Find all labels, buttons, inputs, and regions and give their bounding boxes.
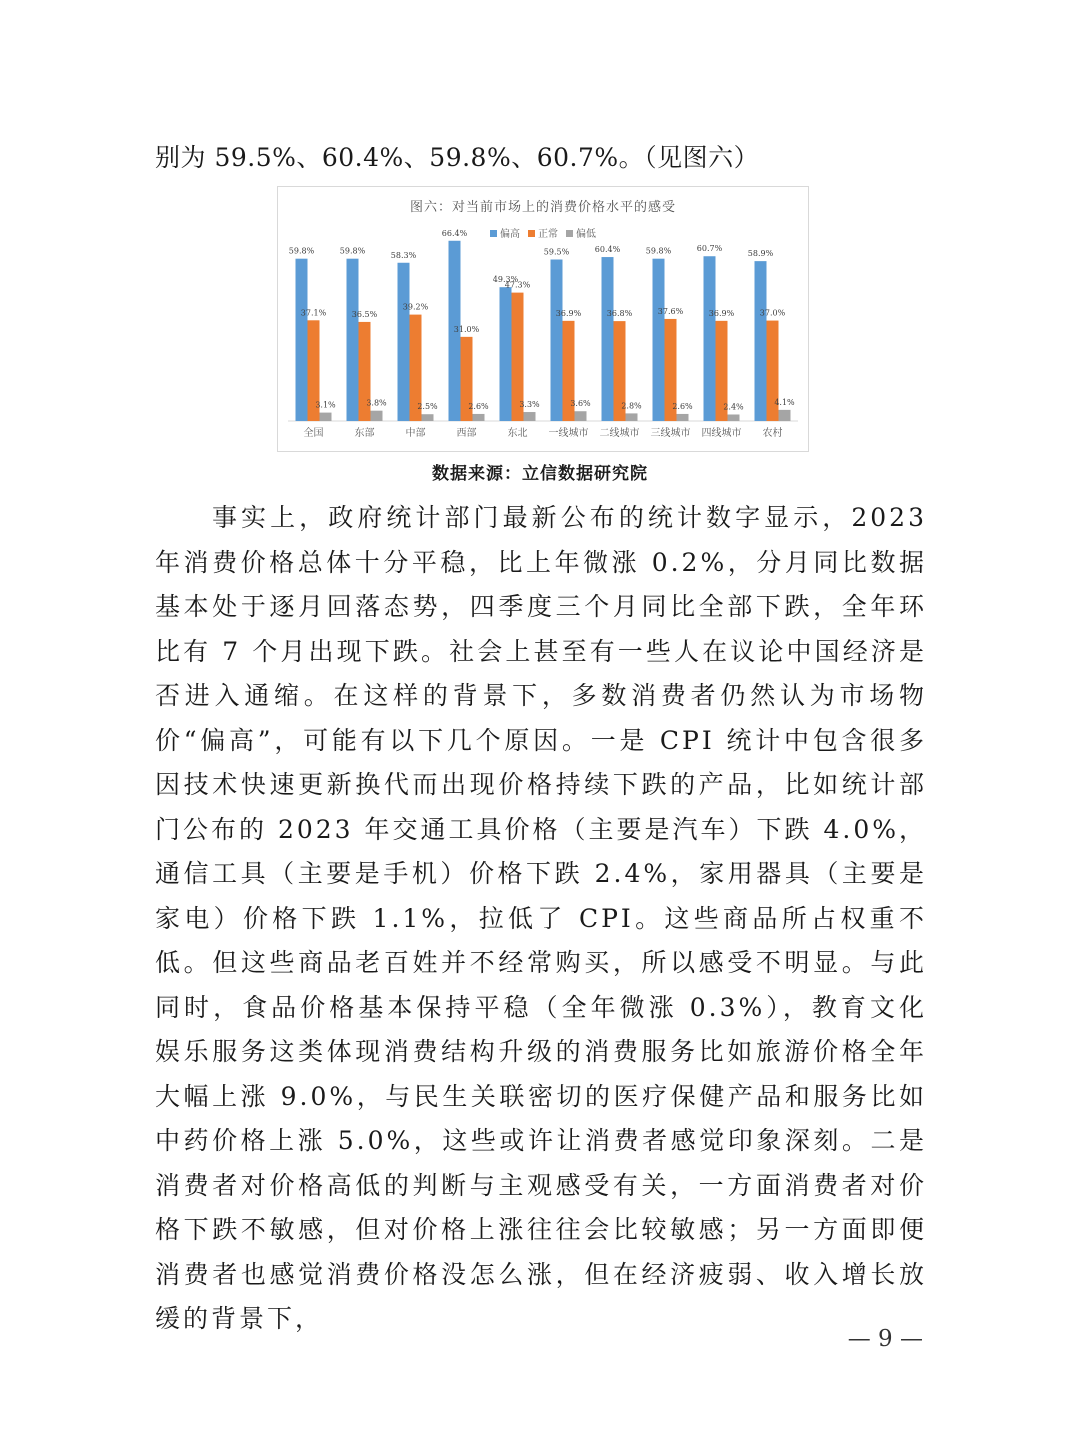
bar: [422, 414, 434, 421]
data-label: 36.8%: [606, 309, 633, 319]
data-label: 2.6%: [672, 401, 693, 411]
legend-label: 偏高: [500, 229, 520, 240]
legend-label: 正常: [538, 229, 558, 240]
data-label: 4.1%: [774, 397, 795, 407]
page-number: — 9 —: [847, 1326, 923, 1352]
data-label: 3.3%: [519, 400, 540, 410]
data-label: 2.4%: [723, 402, 744, 412]
data-label: 31.0%: [453, 324, 480, 334]
legend-swatch: [566, 230, 573, 237]
bar: [575, 411, 587, 421]
data-label: 3.1%: [315, 400, 336, 410]
data-label: 37.0%: [759, 308, 786, 318]
bar: [320, 413, 332, 421]
data-label: 37.1%: [300, 308, 327, 318]
data-label: 39.2%: [402, 302, 429, 312]
data-label: 59.8%: [288, 246, 315, 256]
x-tick-label: 东北: [507, 428, 528, 439]
bar: [677, 414, 689, 421]
data-label: 58.9%: [747, 249, 774, 259]
x-tick-label: 东部: [354, 428, 375, 439]
legend-swatch: [528, 230, 535, 237]
bar: [704, 256, 716, 421]
bar: [602, 257, 614, 421]
x-tick-label: 三线城市: [650, 428, 691, 439]
x-tick-label: 全国: [303, 428, 324, 439]
body-text: [155, 496, 927, 1342]
data-label: 2.6%: [468, 401, 489, 411]
data-label: 36.9%: [708, 308, 735, 318]
bar: [371, 411, 383, 421]
data-label: 3.8%: [366, 398, 387, 408]
data-label: 66.4%: [441, 228, 468, 238]
data-label: 37.6%: [657, 306, 684, 316]
data-label: 36.5%: [351, 309, 378, 319]
bar: [398, 263, 410, 421]
figure-source: 数据来源：立信数据研究院: [432, 464, 648, 484]
data-label: 59.5%: [543, 247, 570, 257]
bar: [626, 413, 638, 421]
x-tick-label: 中部: [405, 428, 426, 439]
bar: [524, 412, 536, 421]
data-label: 58.3%: [390, 250, 417, 260]
bar: [728, 414, 740, 421]
data-label: 49.3%: [492, 275, 519, 285]
chart-title: 图六：对当前市场上的消费价格水平的感受: [409, 200, 677, 215]
chart-figure: [277, 186, 809, 452]
x-tick-label: 一线城市: [548, 428, 589, 439]
bar: [347, 259, 359, 421]
x-tick-label: 农村: [762, 428, 783, 439]
bar: [473, 414, 485, 421]
data-label: 60.4%: [594, 245, 621, 255]
data-label: 2.5%: [417, 402, 438, 412]
bar: [500, 287, 512, 421]
legend-label: 偏低: [576, 229, 596, 240]
data-label: 2.8%: [621, 401, 642, 411]
data-label: 36.9%: [555, 308, 582, 318]
chart-legend: [490, 227, 596, 240]
chart-x-ticks: [304, 426, 783, 439]
paragraph: 事实上，政府统计部门最新公布的统计数字显示，2023 年消费价格总体十分平稳，比上年微涨 0.2%，分月同比数据基本处于逐月回落态势，四季度三个月同比全部下跌，全年环比有 7 个月出现下跌。社会上甚至有一些人在议论中国经济是否进入通缩。在这样的背景下，多数消费者仍然认为市场物价“偏高”，可能有以下几个原因。一是 CPI 统计中包含很多因技术快速更新换代而出现价格持续下跌的产品，比如统计部门公布的 2023 年交通工具价格（主要是汽车）下跌 4.0%，通信工具（主要是手机）价格下跌 2.4%，家用器具（主要是家电）价格下跌 1.1%，拉低了 CPI。这些商品所占权重不低。但这些商品老百姓并不经常购买，所以感受不明显。与此同时，食品价格基本保持平稳（全年微涨 0.3%），教育文化娱乐服务这类体现消费结构升级的消费服务比如旅游价格全年大幅上涨 9.0%，与民生关联密切的医疗保健产品和服务比如中药价格上涨 5.0%，这些或许让消费者感觉印象深刻。二是消费者对价格高低的判断与主观感受有关，一方面消费者对价格下跌不敏感，但对价格上涨往往会比较敏感；另一方面即便消费者也感觉消费价格没怎么涨，但在经济疲弱、收入增长放缓的背景下，: [155, 503, 927, 1333]
x-tick-label: 西部: [456, 428, 477, 439]
legend-swatch: [490, 230, 497, 237]
data-label: 60.7%: [696, 244, 723, 254]
bar: [779, 410, 791, 421]
chart-bars: [296, 241, 791, 421]
data-label: 3.6%: [570, 399, 591, 409]
data-label: 59.8%: [645, 246, 672, 256]
bar: [551, 260, 563, 422]
bar-chart: [278, 187, 808, 451]
intro-text: 别为 59.5%、60.4%、59.8%、60.7%。（见图六）: [155, 143, 760, 172]
data-label: 47.3%: [504, 280, 531, 290]
data-label: 59.8%: [339, 246, 366, 256]
bar: [755, 261, 767, 421]
bar: [296, 259, 308, 421]
x-tick-label: 四线城市: [701, 428, 742, 439]
bar: [653, 259, 665, 421]
x-tick-label: 二线城市: [599, 428, 640, 439]
